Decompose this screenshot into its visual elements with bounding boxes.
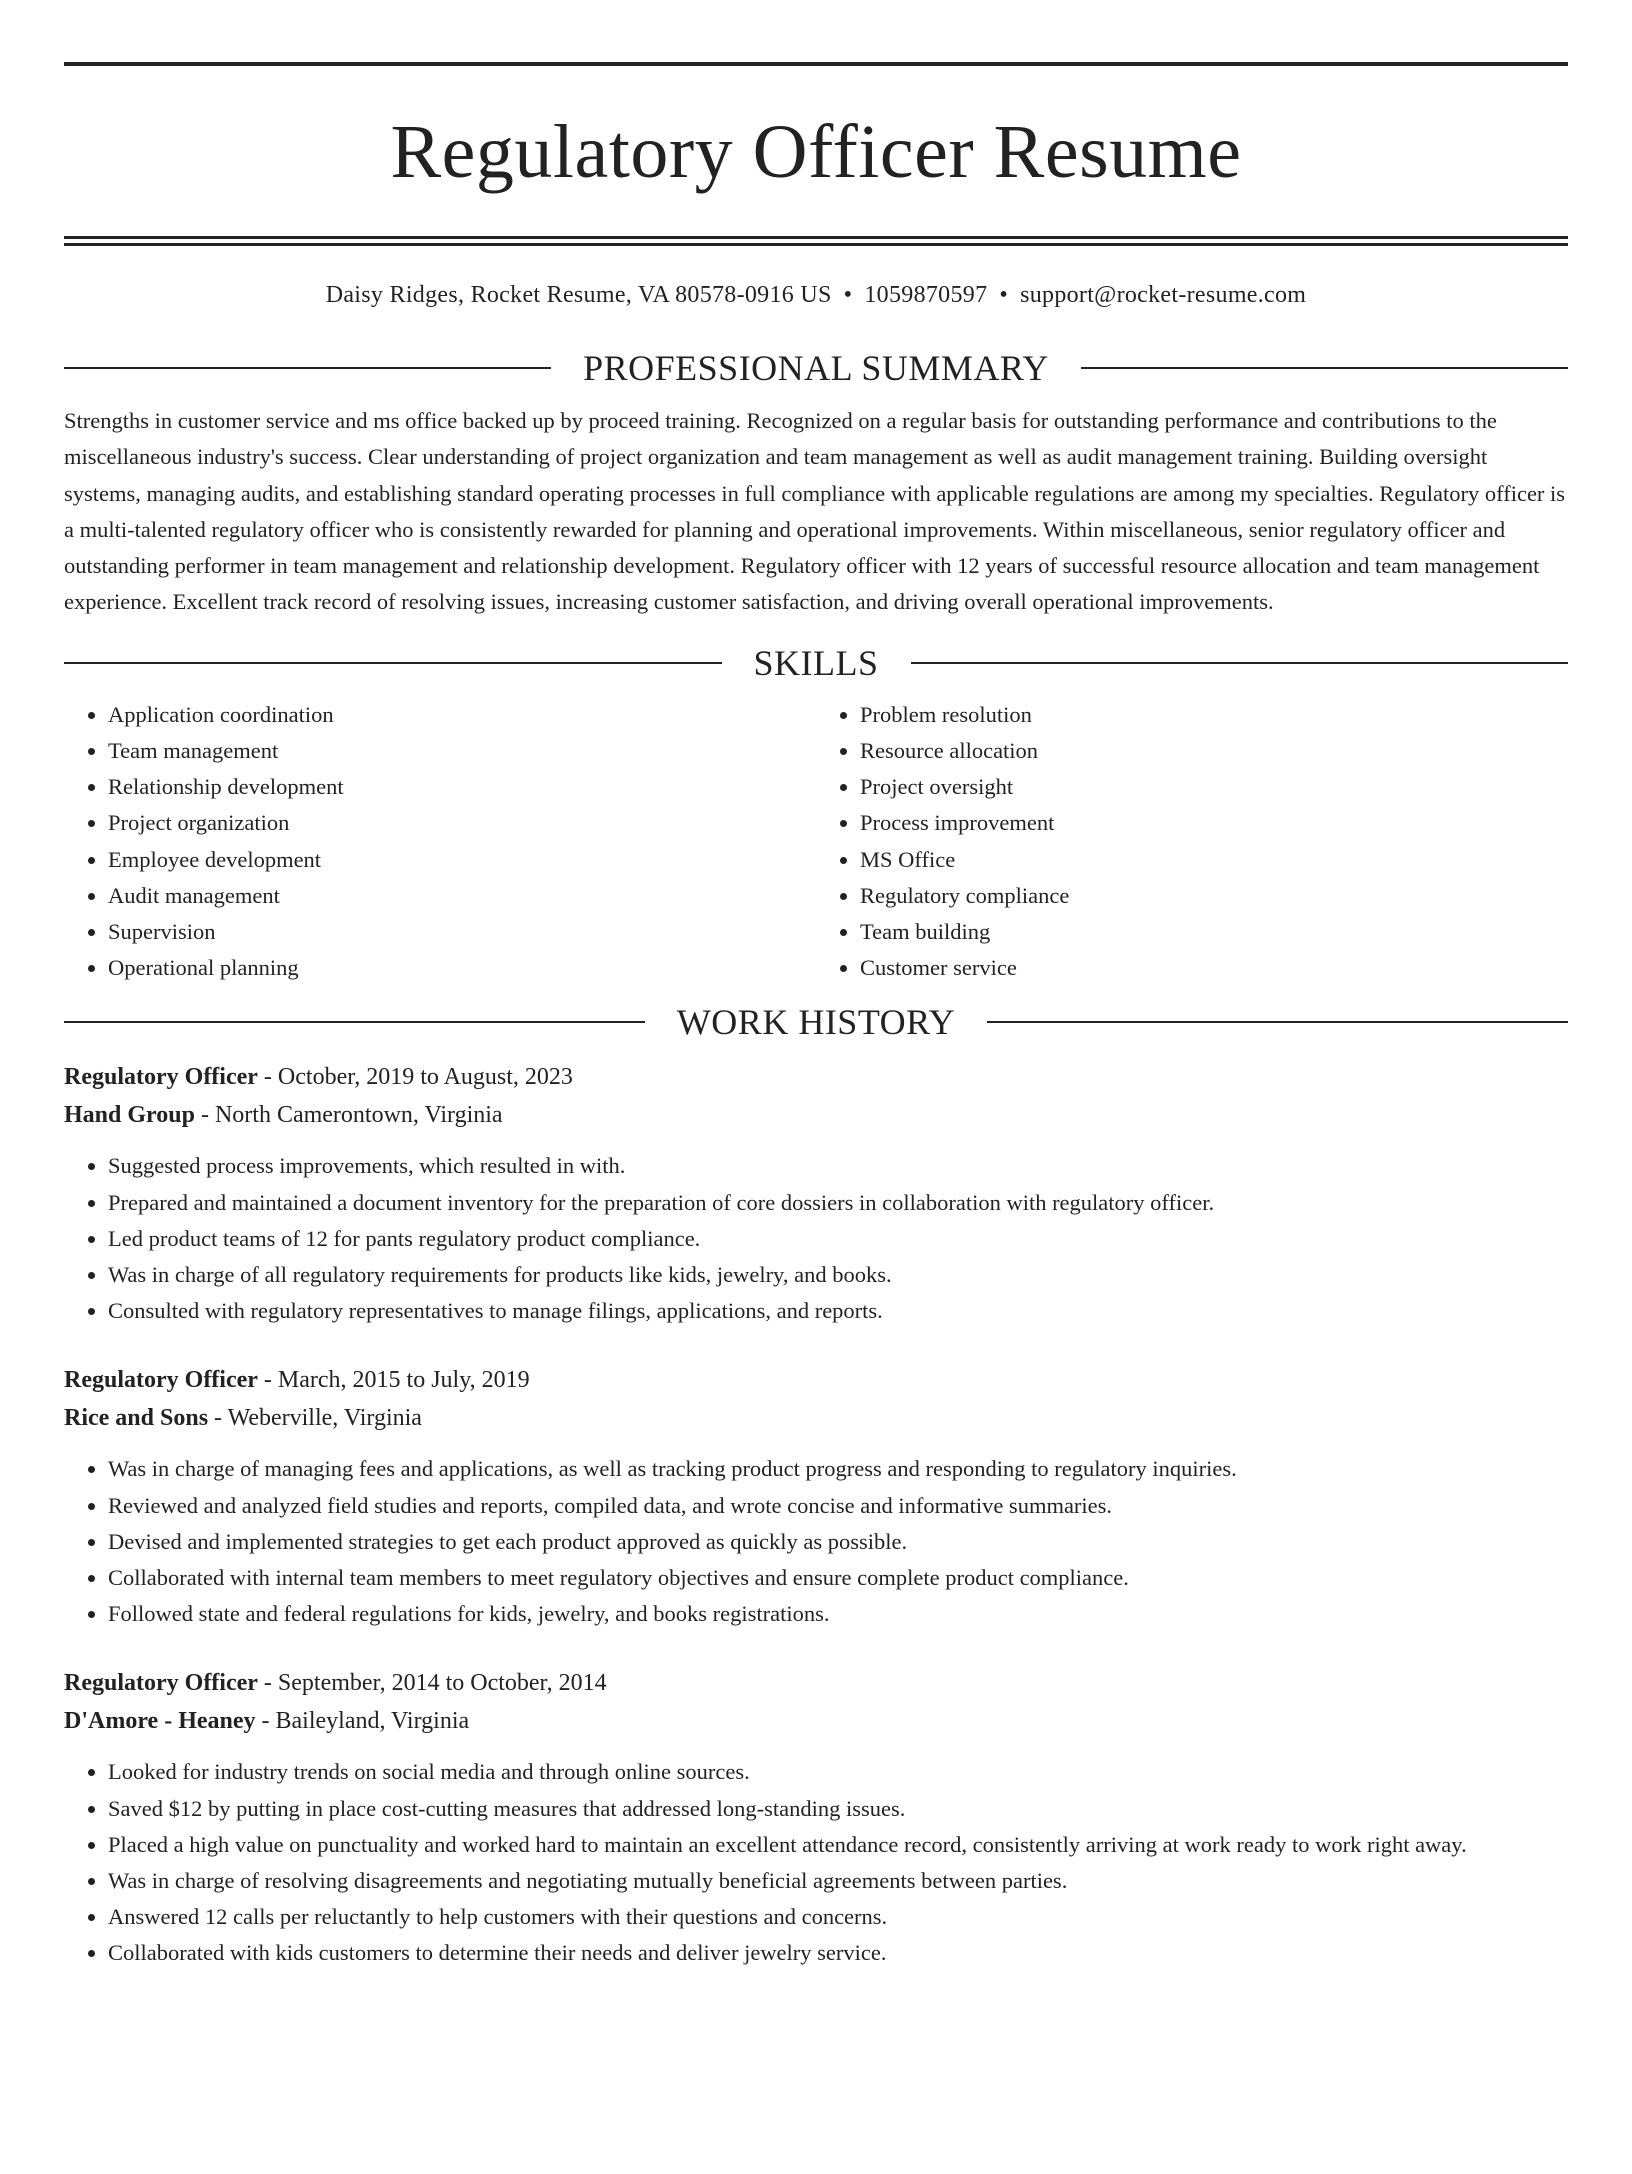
skill-item: • Application coordination [108, 697, 816, 733]
skills-list [64, 697, 1568, 987]
job-bullet: • Looked for industry trends on social media and through online sources. [108, 1754, 1568, 1790]
job-company-line [64, 1096, 1568, 1134]
divider [911, 662, 1569, 664]
skills-column-left [64, 697, 816, 987]
job-title: Regulatory Officer [64, 1367, 258, 1394]
job-bullet: • Collaborated with internal team members to meet regulatory objectives and ensure complete product compliance. [108, 1560, 1568, 1596]
job-dates: - September, 2014 to October, 2014 [257, 1670, 607, 1697]
job-bullets [64, 1451, 1568, 1632]
job-title-line [64, 1664, 1568, 1702]
job-entry [64, 1361, 1568, 1632]
skill-item: • Operational planning [108, 950, 816, 986]
job-bullet: • Consulted with regulatory representatives to manage filings, applications, and reports. [108, 1293, 1568, 1329]
skill-item: • Supervision [108, 914, 816, 950]
skill-item: • Team building [860, 914, 1568, 950]
job-bullet: • Was in charge of resolving disagreements and negotiating mutually beneficial agreements between parties. [108, 1863, 1568, 1899]
contact-phone: 1059870597 [864, 282, 988, 308]
skill-item: • Resource allocation [860, 733, 1568, 769]
divider [64, 662, 722, 664]
title-double-rule [64, 236, 1568, 246]
job-title-line [64, 1058, 1568, 1096]
job-title: Regulatory Officer [64, 1670, 258, 1697]
skill-item: • Project organization [108, 805, 816, 841]
resume-page [0, 62, 1632, 2174]
divider [64, 367, 551, 369]
skills-section-header [64, 641, 1568, 685]
job-location: - North Camerontown, Virginia [194, 1102, 503, 1129]
job-entry [64, 1664, 1568, 1971]
summary-heading: PROFESSIONAL SUMMARY [583, 348, 1049, 388]
job-company: Rice and Sons [64, 1405, 209, 1432]
divider [1081, 367, 1568, 369]
divider [64, 1021, 645, 1023]
skill-item: • MS Office [860, 842, 1568, 878]
job-company: Hand Group [64, 1102, 195, 1129]
job-bullet: • Saved $12 by putting in place cost-cutting measures that addressed long-standing issues. [108, 1791, 1568, 1827]
job-bullet: • Placed a high value on punctuality and worked hard to maintain an excellent attendance record, consistently arriving at work ready to work right away. [108, 1827, 1568, 1863]
work-heading: WORK HISTORY [676, 1002, 956, 1043]
job-bullet: • Answered 12 calls per reluctantly to help customers with their questions and concerns. [108, 1899, 1568, 1935]
job-location: - Baileyland, Virginia [255, 1708, 470, 1735]
skill-item: • Audit management [108, 878, 816, 914]
skills-heading: SKILLS [753, 642, 879, 683]
job-company-line [64, 1702, 1568, 1740]
skill-item: • Employee development [108, 842, 816, 878]
page-title: Regulatory Officer Resume [390, 110, 1242, 194]
job-dates: - March, 2015 to July, 2019 [257, 1367, 530, 1394]
job-company: D'Amore - Heaney [64, 1708, 256, 1735]
skill-item: • Team management [108, 733, 816, 769]
job-bullets [64, 1754, 1568, 1971]
skill-item: • Relationship development [108, 769, 816, 805]
contact-separator: • [843, 282, 853, 308]
job-bullet: • Suggested process improvements, which resulted in with. [108, 1148, 1568, 1184]
job-bullet: • Was in charge of all regulatory requirements for products like kids, jewelry, and books. [108, 1257, 1568, 1293]
contact-email: support@rocket-resume.com [1020, 282, 1307, 308]
job-bullet: • Led product teams of 12 for pants regulatory product compliance. [108, 1221, 1568, 1257]
job-entry [64, 1058, 1568, 1329]
job-bullet: • Reviewed and analyzed field studies and reports, compiled data, and wrote concise and informative summaries. [108, 1488, 1568, 1524]
contact-line [64, 279, 1568, 311]
top-rule [64, 62, 1568, 66]
job-location: - Weberville, Virginia [208, 1405, 422, 1432]
job-title-line [64, 1361, 1568, 1399]
job-bullet: • Was in charge of managing fees and applications, as well as tracking product progress and responding to regulatory inquiries. [108, 1451, 1568, 1487]
job-title: Regulatory Officer [64, 1064, 258, 1091]
summary-section-header [64, 346, 1568, 390]
job-company-line [64, 1399, 1568, 1437]
skill-item: • Regulatory compliance [860, 878, 1568, 914]
skill-item: • Project oversight [860, 769, 1568, 805]
summary-text: Strengths in customer service and ms office backed up by proceed training. Recognized on a regular basis for outstanding performance and contributions to the miscellaneous industry's success. Clear understanding of project organization and team management as well as audit management training. Building oversight systems, managing audits, and establishing standard operating processes in full compliance with applicable regulations are among my specialties. Regulatory officer is a multi-talented regulatory officer who is consistently rewarded for planning and operational improvements. Within miscellaneous, senior regulatory officer and outstanding performer in team management and relationship development. Regulatory officer with 12 years of successful resource allocation and team management experience. Excellent track record of resolving issues, increasing customer satisfaction, and driving overall operational improvements. [64, 408, 1566, 615]
skill-item: • Process improvement [860, 805, 1568, 841]
contact-separator: • [999, 282, 1009, 308]
skill-item: • Customer service [860, 950, 1568, 986]
work-section-header [64, 1000, 1568, 1044]
contact-address: Daisy Ridges, Rocket Resume, VA 80578-0916 US [325, 282, 832, 308]
job-bullets [64, 1148, 1568, 1329]
job-bullet: • Followed state and federal regulations for kids, jewelry, and books registrations. [108, 1596, 1568, 1632]
skills-column-right [816, 697, 1568, 987]
divider [987, 1021, 1568, 1023]
skill-item: • Problem resolution [860, 697, 1568, 733]
job-bullet: • Collaborated with kids customers to determine their needs and deliver jewelry service. [108, 1935, 1568, 1971]
job-bullet: • Devised and implemented strategies to get each product approved as quickly as possible. [108, 1524, 1568, 1560]
job-dates: - October, 2019 to August, 2023 [257, 1064, 573, 1091]
job-bullet: • Prepared and maintained a document inventory for the preparation of core dossiers in collaboration with regulatory officer. [108, 1185, 1568, 1221]
